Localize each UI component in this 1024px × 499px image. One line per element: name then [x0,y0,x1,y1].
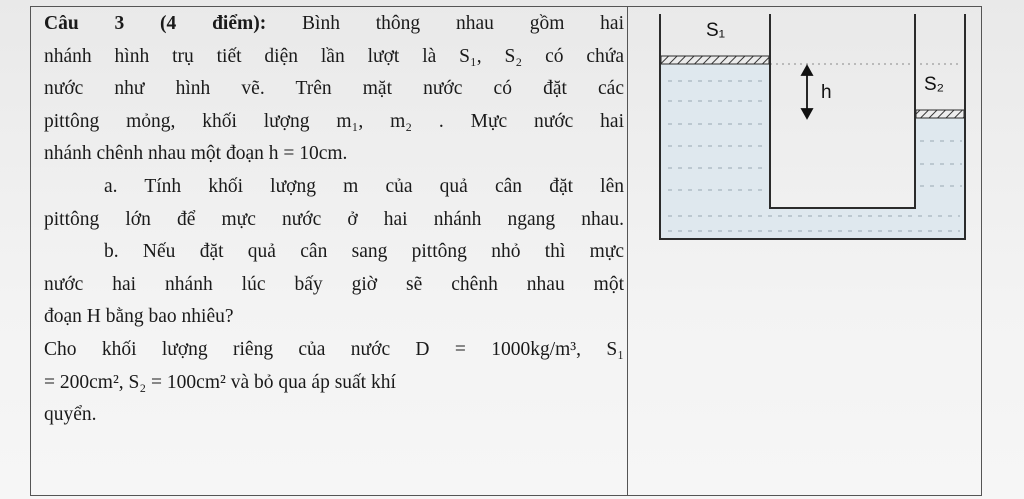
label-s2: S₂ [924,74,945,95]
part-a-line-2: pittông lớn để mực nước ở hai nhánh ngang nhau. [44,208,624,230]
given-line-1: Cho khối lượng riêng của nước D = 1000kg/m³, S₁ [44,338,624,360]
problem-line-2: nhánh hình trụ tiết diện lần lượt là S₁, S₂ có chứa [44,45,624,67]
problem-line-4: pittông mỏng, khối lượng m₁, m₂ . Mực nước hai [44,110,624,132]
given-line-2: = 200cm², S₂ = 100cm² và bỏ qua áp suất khí [44,371,396,393]
communicating-vessels-figure [650,6,980,246]
label-h: h [821,82,832,103]
part-b-line-3: đoạn H bằng bao nhiêu? [44,306,234,328]
label-s1: S₁ [706,20,726,41]
column-divider [627,6,628,496]
part-b-line-2: nước hai nhánh lúc bấy giờ sẽ chênh nhau một [44,273,624,295]
part-a-line-1: a. Tính khối lượng m của quả cân đặt lên [104,175,624,197]
piston-s1 [661,56,769,64]
piston-s2 [916,110,964,118]
vessel-diagram [650,6,980,246]
problem-heading: Câu 3 (4 điểm): [44,13,267,34]
problem-line-1: Câu 3 (4 điểm): Bình thông nhau gồm hai [44,13,624,34]
given-line-3: quyển. [44,404,97,426]
problem-line-3: nước như hình vẽ. Trên mặt nước có đặt các [44,78,624,100]
water [660,64,965,239]
problem-line-5: nhánh chênh nhau một đoạn h = 10cm. [44,143,348,165]
problem-text [44,8,624,432]
part-b-line-1: b. Nếu đặt quả cân sang pittông nhỏ thì mực [104,241,624,263]
height-arrow [802,66,812,118]
